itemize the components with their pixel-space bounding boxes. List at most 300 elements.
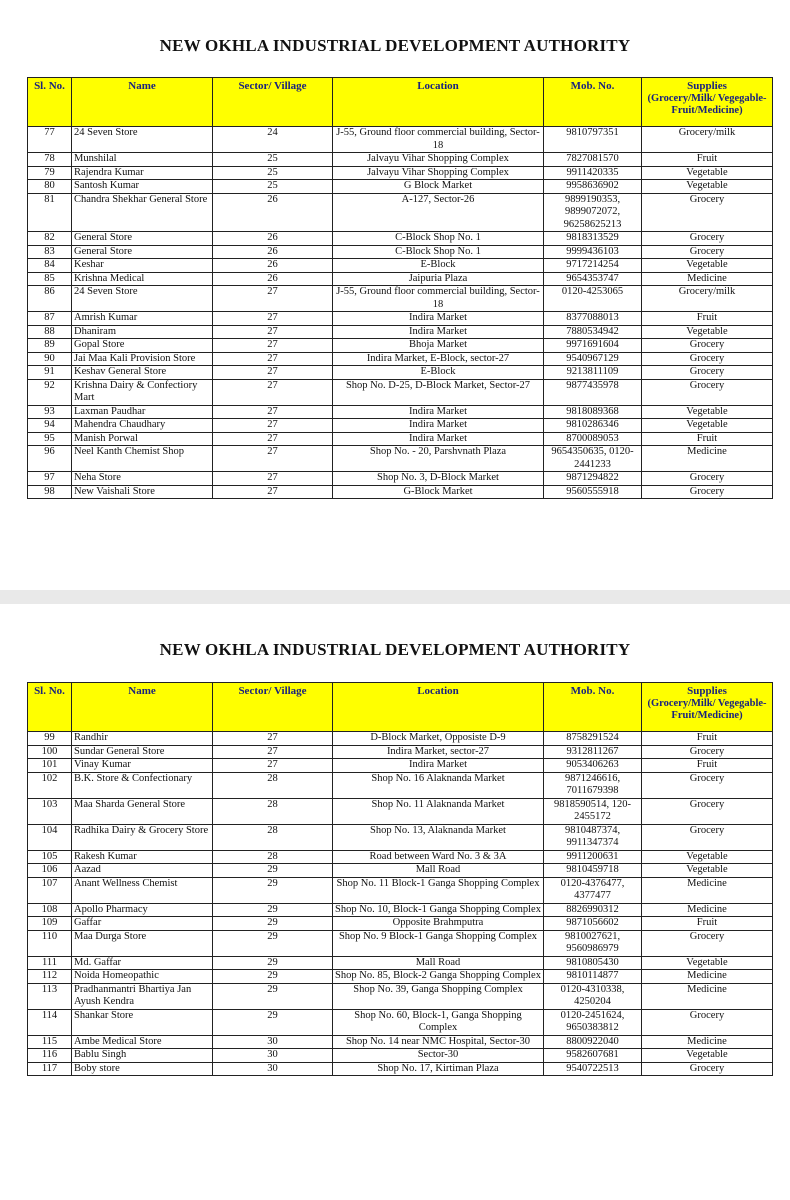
cell-supplies: Fruit <box>642 153 773 167</box>
header-supplies-subtitle: (Grocery/Milk/ Vegegable-Fruit/Medicine) <box>647 697 767 721</box>
cell-supplies: Grocery <box>642 232 773 246</box>
cell-sl-no: 97 <box>28 472 72 486</box>
cell-name: Sundar General Store <box>72 745 213 759</box>
cell-mobile: 7827081570 <box>544 153 642 167</box>
cell-supplies: Grocery <box>642 485 773 499</box>
cell-mobile: 9717214254 <box>544 259 642 273</box>
table-row <box>28 772 773 798</box>
cell-name: Manish Porwal <box>72 432 213 446</box>
cell-supplies: Fruit <box>642 917 773 931</box>
cell-sector: 27 <box>213 325 333 339</box>
cell-name: Gopal Store <box>72 339 213 353</box>
cell-mobile: 0120-2451624, 9650383812 <box>544 1009 642 1035</box>
cell-location: E-Block <box>333 259 544 273</box>
cell-name: Maa Sharda General Store <box>72 798 213 824</box>
table-header-row <box>28 683 773 732</box>
cell-location: Shop No. D-25, D-Block Market, Sector-27 <box>333 379 544 405</box>
cell-sector: 25 <box>213 166 333 180</box>
cell-name: Rakesh Kumar <box>72 850 213 864</box>
cell-sector: 26 <box>213 259 333 273</box>
table-row <box>28 798 773 824</box>
cell-sector: 27 <box>213 419 333 433</box>
cell-supplies: Vegetable <box>642 180 773 194</box>
cell-supplies: Grocery <box>642 930 773 956</box>
table-row <box>28 1035 773 1049</box>
cell-sl-no: 100 <box>28 745 72 759</box>
cell-supplies: Grocery/milk <box>642 127 773 153</box>
table-row <box>28 366 773 380</box>
cell-sector: 29 <box>213 970 333 984</box>
table-row <box>28 312 773 326</box>
cell-sl-no: 103 <box>28 798 72 824</box>
cell-name: Amrish Kumar <box>72 312 213 326</box>
cell-name: Bablu Singh <box>72 1049 213 1063</box>
cell-name: General Store <box>72 245 213 259</box>
cell-name: Dhaniram <box>72 325 213 339</box>
cell-mobile: 7880534942 <box>544 325 642 339</box>
cell-name: Keshar <box>72 259 213 273</box>
cell-sl-no: 109 <box>28 917 72 931</box>
cell-mobile: 9871056602 <box>544 917 642 931</box>
cell-name: Munshilal <box>72 153 213 167</box>
cell-supplies: Grocery <box>642 245 773 259</box>
cell-sector: 26 <box>213 193 333 232</box>
cell-location: Jalvayu Vihar Shopping Complex <box>333 166 544 180</box>
cell-location: Shop No. 85, Block-2 Ganga Shopping Complex <box>333 970 544 984</box>
table-row <box>28 379 773 405</box>
cell-sl-no: 86 <box>28 286 72 312</box>
cell-name: Anant Wellness Chemist <box>72 877 213 903</box>
table-row <box>28 245 773 259</box>
cell-sl-no: 108 <box>28 903 72 917</box>
cell-supplies: Medicine <box>642 983 773 1009</box>
table-row <box>28 325 773 339</box>
cell-sector: 27 <box>213 352 333 366</box>
table-row <box>28 903 773 917</box>
stores-table <box>27 682 773 1076</box>
cell-name: Neha Store <box>72 472 213 486</box>
table-row <box>28 419 773 433</box>
cell-name: Gaffar <box>72 917 213 931</box>
cell-name: Santosh Kumar <box>72 180 213 194</box>
cell-sl-no: 106 <box>28 864 72 878</box>
cell-sl-no: 90 <box>28 352 72 366</box>
cell-location: D-Block Market, Opposiste D-9 <box>333 732 544 746</box>
cell-mobile: 9810797351 <box>544 127 642 153</box>
cell-sl-no: 77 <box>28 127 72 153</box>
cell-location: Shop No. 11 Alaknanda Market <box>333 798 544 824</box>
cell-sl-no: 89 <box>28 339 72 353</box>
table-row <box>28 917 773 931</box>
cell-sector: 25 <box>213 153 333 167</box>
table-body <box>28 732 773 1076</box>
table-row <box>28 824 773 850</box>
cell-mobile: 9312811267 <box>544 745 642 759</box>
cell-sl-no: 117 <box>28 1062 72 1076</box>
cell-sl-no: 79 <box>28 166 72 180</box>
cell-location: Sector-30 <box>333 1049 544 1063</box>
cell-name: Pradhanmantri Bhartiya Jan Ayush Kendra <box>72 983 213 1009</box>
cell-mobile: 9958636902 <box>544 180 642 194</box>
cell-mobile: 0120-4253065 <box>544 286 642 312</box>
cell-sl-no: 96 <box>28 446 72 472</box>
cell-sl-no: 99 <box>28 732 72 746</box>
header-sl-no: Sl. No. <box>28 683 72 732</box>
cell-sl-no: 91 <box>28 366 72 380</box>
cell-name: Apollo Pharmacy <box>72 903 213 917</box>
cell-sector: 27 <box>213 485 333 499</box>
page-title: NEW OKHLA INDUSTRIAL DEVELOPMENT AUTHORITY <box>159 640 631 659</box>
cell-supplies: Vegetable <box>642 956 773 970</box>
cell-mobile: 8826990312 <box>544 903 642 917</box>
cell-mobile: 9213811109 <box>544 366 642 380</box>
cell-sl-no: 98 <box>28 485 72 499</box>
cell-location: Mall Road <box>333 956 544 970</box>
cell-location: Shop No. 10, Block-1 Ganga Shopping Complex <box>333 903 544 917</box>
cell-mobile: 9818089368 <box>544 405 642 419</box>
cell-mobile: 9654353747 <box>544 272 642 286</box>
cell-location: Indira Market, sector-27 <box>333 745 544 759</box>
cell-sector: 29 <box>213 956 333 970</box>
cell-mobile: 8758291524 <box>544 732 642 746</box>
cell-sector: 29 <box>213 917 333 931</box>
cell-sl-no: 80 <box>28 180 72 194</box>
cell-supplies: Grocery <box>642 379 773 405</box>
cell-name: Radhika Dairy & Grocery Store <box>72 824 213 850</box>
cell-location: J-55, Ground floor commercial building, Sector-18 <box>333 127 544 153</box>
cell-mobile: 9911420335 <box>544 166 642 180</box>
cell-sl-no: 110 <box>28 930 72 956</box>
cell-mobile: 9818590514, 120-2455172 <box>544 798 642 824</box>
cell-location: G-Block Market <box>333 485 544 499</box>
cell-name: Vinay Kumar <box>72 759 213 773</box>
cell-supplies: Medicine <box>642 272 773 286</box>
cell-sl-no: 92 <box>28 379 72 405</box>
cell-mobile: 8377088013 <box>544 312 642 326</box>
cell-supplies: Grocery <box>642 798 773 824</box>
table-row <box>28 850 773 864</box>
cell-sector: 27 <box>213 446 333 472</box>
cell-mobile: 9810027621, 9560986979 <box>544 930 642 956</box>
cell-mobile: 0120-4310338, 4250204 <box>544 983 642 1009</box>
cell-name: Jai Maa Kali Provision Store <box>72 352 213 366</box>
cell-location: Indira Market <box>333 312 544 326</box>
cell-sector: 26 <box>213 245 333 259</box>
cell-mobile: 9810114877 <box>544 970 642 984</box>
cell-sl-no: 116 <box>28 1049 72 1063</box>
cell-name: Maa Durga Store <box>72 930 213 956</box>
table-row <box>28 153 773 167</box>
cell-sl-no: 113 <box>28 983 72 1009</box>
cell-sector: 27 <box>213 472 333 486</box>
cell-mobile: 9871294822 <box>544 472 642 486</box>
cell-sl-no: 93 <box>28 405 72 419</box>
cell-location: Shop No. 16 Alaknanda Market <box>333 772 544 798</box>
header-supplies <box>642 683 773 732</box>
cell-location: Indira Market <box>333 419 544 433</box>
cell-supplies: Grocery <box>642 339 773 353</box>
cell-sl-no: 111 <box>28 956 72 970</box>
cell-location: C-Block Shop No. 1 <box>333 245 544 259</box>
table-row <box>28 485 773 499</box>
cell-location: Shop No. 39, Ganga Shopping Complex <box>333 983 544 1009</box>
table-row <box>28 232 773 246</box>
cell-supplies: Vegetable <box>642 419 773 433</box>
cell-mobile: 9818313529 <box>544 232 642 246</box>
cell-name: Laxman Paudhar <box>72 405 213 419</box>
cell-mobile: 9810487374, 9911347374 <box>544 824 642 850</box>
cell-location: Indira Market, E-Block, sector-27 <box>333 352 544 366</box>
cell-location: Indira Market <box>333 759 544 773</box>
cell-location: Shop No. 60, Block-1, Ganga Shopping Complex <box>333 1009 544 1035</box>
table-row <box>28 180 773 194</box>
cell-sector: 30 <box>213 1062 333 1076</box>
cell-name: Randhir <box>72 732 213 746</box>
cell-sector: 30 <box>213 1035 333 1049</box>
header-name: Name <box>72 683 213 732</box>
cell-sl-no: 115 <box>28 1035 72 1049</box>
table-row <box>28 339 773 353</box>
cell-supplies: Fruit <box>642 312 773 326</box>
header-supplies-subtitle: (Grocery/Milk/ Vegegable-Fruit/Medicine) <box>647 92 767 116</box>
cell-supplies: Medicine <box>642 903 773 917</box>
cell-sector: 29 <box>213 983 333 1009</box>
cell-sector: 30 <box>213 1049 333 1063</box>
cell-sector: 26 <box>213 232 333 246</box>
cell-sector: 27 <box>213 286 333 312</box>
cell-location: Indira Market <box>333 405 544 419</box>
cell-sl-no: 114 <box>28 1009 72 1035</box>
cell-location: Shop No. - 20, Parshvnath Plaza <box>333 446 544 472</box>
cell-sector: 28 <box>213 850 333 864</box>
cell-location: Indira Market <box>333 325 544 339</box>
cell-location: Opposite Brahmputra <box>333 917 544 931</box>
cell-sl-no: 104 <box>28 824 72 850</box>
cell-supplies: Fruit <box>642 432 773 446</box>
cell-supplies: Grocery/milk <box>642 286 773 312</box>
table-header-row <box>28 78 773 127</box>
cell-name: B.K. Store & Confectionary <box>72 772 213 798</box>
cell-mobile: 9582607681 <box>544 1049 642 1063</box>
cell-sl-no: 83 <box>28 245 72 259</box>
cell-location: C-Block Shop No. 1 <box>333 232 544 246</box>
table-row <box>28 877 773 903</box>
cell-sl-no: 78 <box>28 153 72 167</box>
cell-sector: 29 <box>213 903 333 917</box>
cell-sector: 27 <box>213 366 333 380</box>
cell-mobile: 0120-4376477, 4377477 <box>544 877 642 903</box>
cell-location: Jaipuria Plaza <box>333 272 544 286</box>
cell-supplies: Grocery <box>642 352 773 366</box>
cell-location: Mall Road <box>333 864 544 878</box>
header-mobile: Mob. No. <box>544 683 642 732</box>
cell-location: Bhoja Market <box>333 339 544 353</box>
cell-sl-no: 82 <box>28 232 72 246</box>
table-row <box>28 432 773 446</box>
cell-mobile: 9999436103 <box>544 245 642 259</box>
cell-supplies: Grocery <box>642 366 773 380</box>
cell-location: A-127, Sector-26 <box>333 193 544 232</box>
cell-name: Keshav General Store <box>72 366 213 380</box>
document-page-1 <box>0 0 790 590</box>
cell-supplies: Medicine <box>642 970 773 984</box>
table-row <box>28 1049 773 1063</box>
table-row <box>28 193 773 232</box>
cell-sector: 29 <box>213 877 333 903</box>
cell-mobile: 9810805430 <box>544 956 642 970</box>
cell-sector: 27 <box>213 432 333 446</box>
cell-supplies: Vegetable <box>642 259 773 273</box>
cell-mobile: 9877435978 <box>544 379 642 405</box>
cell-sector: 28 <box>213 824 333 850</box>
cell-mobile: 9899190353, 9899072072, 96258625213 <box>544 193 642 232</box>
cell-sl-no: 107 <box>28 877 72 903</box>
table-row <box>28 930 773 956</box>
cell-supplies: Vegetable <box>642 1049 773 1063</box>
cell-name: New Vaishali Store <box>72 485 213 499</box>
cell-sector: 27 <box>213 339 333 353</box>
header-supplies-label: Supplies <box>687 80 727 92</box>
table-row <box>28 405 773 419</box>
cell-supplies: Vegetable <box>642 864 773 878</box>
table-row <box>28 970 773 984</box>
cell-mobile: 9560555918 <box>544 485 642 499</box>
cell-location: J-55, Ground floor commercial building, Sector-18 <box>333 286 544 312</box>
cell-name: Aazad <box>72 864 213 878</box>
stores-table <box>27 77 773 499</box>
cell-location: Shop No. 3, D-Block Market <box>333 472 544 486</box>
page-title: NEW OKHLA INDUSTRIAL DEVELOPMENT AUTHORITY <box>159 36 631 55</box>
cell-location: G Block Market <box>333 180 544 194</box>
cell-mobile: 9053406263 <box>544 759 642 773</box>
cell-sl-no: 85 <box>28 272 72 286</box>
cell-mobile: 9911200631 <box>544 850 642 864</box>
cell-mobile: 9654350635, 0120-2441233 <box>544 446 642 472</box>
cell-mobile: 9810459718 <box>544 864 642 878</box>
cell-sector: 25 <box>213 180 333 194</box>
cell-location: E-Block <box>333 366 544 380</box>
cell-mobile: 8700089053 <box>544 432 642 446</box>
document-page-2 <box>0 604 790 1200</box>
cell-sl-no: 84 <box>28 259 72 273</box>
header-sl-no: Sl. No. <box>28 78 72 127</box>
cell-name: 24 Seven Store <box>72 127 213 153</box>
cell-mobile: 9871246616, 7011679398 <box>544 772 642 798</box>
cell-name: 24 Seven Store <box>72 286 213 312</box>
cell-supplies: Medicine <box>642 1035 773 1049</box>
table-row <box>28 259 773 273</box>
cell-name: Krishna Medical <box>72 272 213 286</box>
cell-location: Shop No. 13, Alaknanda Market <box>333 824 544 850</box>
table-row <box>28 127 773 153</box>
cell-name: Noida Homeopathic <box>72 970 213 984</box>
cell-sl-no: 81 <box>28 193 72 232</box>
cell-name: Ambe Medical Store <box>72 1035 213 1049</box>
cell-mobile: 8800922040 <box>544 1035 642 1049</box>
cell-supplies: Vegetable <box>642 325 773 339</box>
cell-location: Shop No. 14 near NMC Hospital, Sector-30 <box>333 1035 544 1049</box>
cell-location: Road between Ward No. 3 & 3A <box>333 850 544 864</box>
table-row <box>28 272 773 286</box>
table-row <box>28 352 773 366</box>
cell-name: Boby store <box>72 1062 213 1076</box>
cell-supplies: Medicine <box>642 877 773 903</box>
cell-location: Shop No. 17, Kirtiman Plaza <box>333 1062 544 1076</box>
cell-mobile: 9540967129 <box>544 352 642 366</box>
cell-supplies: Fruit <box>642 759 773 773</box>
cell-mobile: 9540722513 <box>544 1062 642 1076</box>
cell-sector: 28 <box>213 772 333 798</box>
table-row <box>28 983 773 1009</box>
cell-sector: 27 <box>213 759 333 773</box>
cell-name: General Store <box>72 232 213 246</box>
header-location: Location <box>333 683 544 732</box>
cell-supplies: Vegetable <box>642 850 773 864</box>
cell-sector: 29 <box>213 1009 333 1035</box>
header-sector: Sector/ Village <box>213 78 333 127</box>
cell-mobile: 9810286346 <box>544 419 642 433</box>
cell-sector: 28 <box>213 798 333 824</box>
table-row <box>28 759 773 773</box>
table-row <box>28 864 773 878</box>
table-row <box>28 166 773 180</box>
cell-sl-no: 105 <box>28 850 72 864</box>
header-name: Name <box>72 78 213 127</box>
table-row <box>28 745 773 759</box>
cell-supplies: Grocery <box>642 772 773 798</box>
cell-supplies: Grocery <box>642 824 773 850</box>
cell-sl-no: 102 <box>28 772 72 798</box>
table-row <box>28 1009 773 1035</box>
cell-supplies: Grocery <box>642 193 773 232</box>
cell-sector: 27 <box>213 379 333 405</box>
cell-name: Krishna Dairy & Confectiory Mart <box>72 379 213 405</box>
cell-supplies: Medicine <box>642 446 773 472</box>
table-row <box>28 286 773 312</box>
cell-sector: 29 <box>213 864 333 878</box>
table-row <box>28 1062 773 1076</box>
cell-name: Shankar Store <box>72 1009 213 1035</box>
cell-name: Mahendra Chaudhary <box>72 419 213 433</box>
header-sector: Sector/ Village <box>213 683 333 732</box>
cell-location: Shop No. 11 Block-1 Ganga Shopping Complex <box>333 877 544 903</box>
table-row <box>28 472 773 486</box>
cell-supplies: Grocery <box>642 1062 773 1076</box>
cell-supplies: Grocery <box>642 1009 773 1035</box>
table-row <box>28 732 773 746</box>
cell-location: Shop No. 9 Block-1 Ganga Shopping Complex <box>333 930 544 956</box>
header-mobile: Mob. No. <box>544 78 642 127</box>
table-row <box>28 446 773 472</box>
table-body <box>28 127 773 499</box>
cell-supplies: Grocery <box>642 472 773 486</box>
header-supplies-label: Supplies <box>687 685 727 697</box>
cell-sector: 27 <box>213 312 333 326</box>
cell-name: Rajendra Kumar <box>72 166 213 180</box>
cell-sector: 27 <box>213 405 333 419</box>
cell-name: Chandra Shekhar General Store <box>72 193 213 232</box>
cell-sl-no: 112 <box>28 970 72 984</box>
cell-sector: 24 <box>213 127 333 153</box>
cell-location: Indira Market <box>333 432 544 446</box>
table-row <box>28 956 773 970</box>
cell-sector: 26 <box>213 272 333 286</box>
cell-sl-no: 88 <box>28 325 72 339</box>
header-location: Location <box>333 78 544 127</box>
cell-name: Md. Gaffar <box>72 956 213 970</box>
cell-sl-no: 95 <box>28 432 72 446</box>
cell-name: Neel Kanth Chemist Shop <box>72 446 213 472</box>
